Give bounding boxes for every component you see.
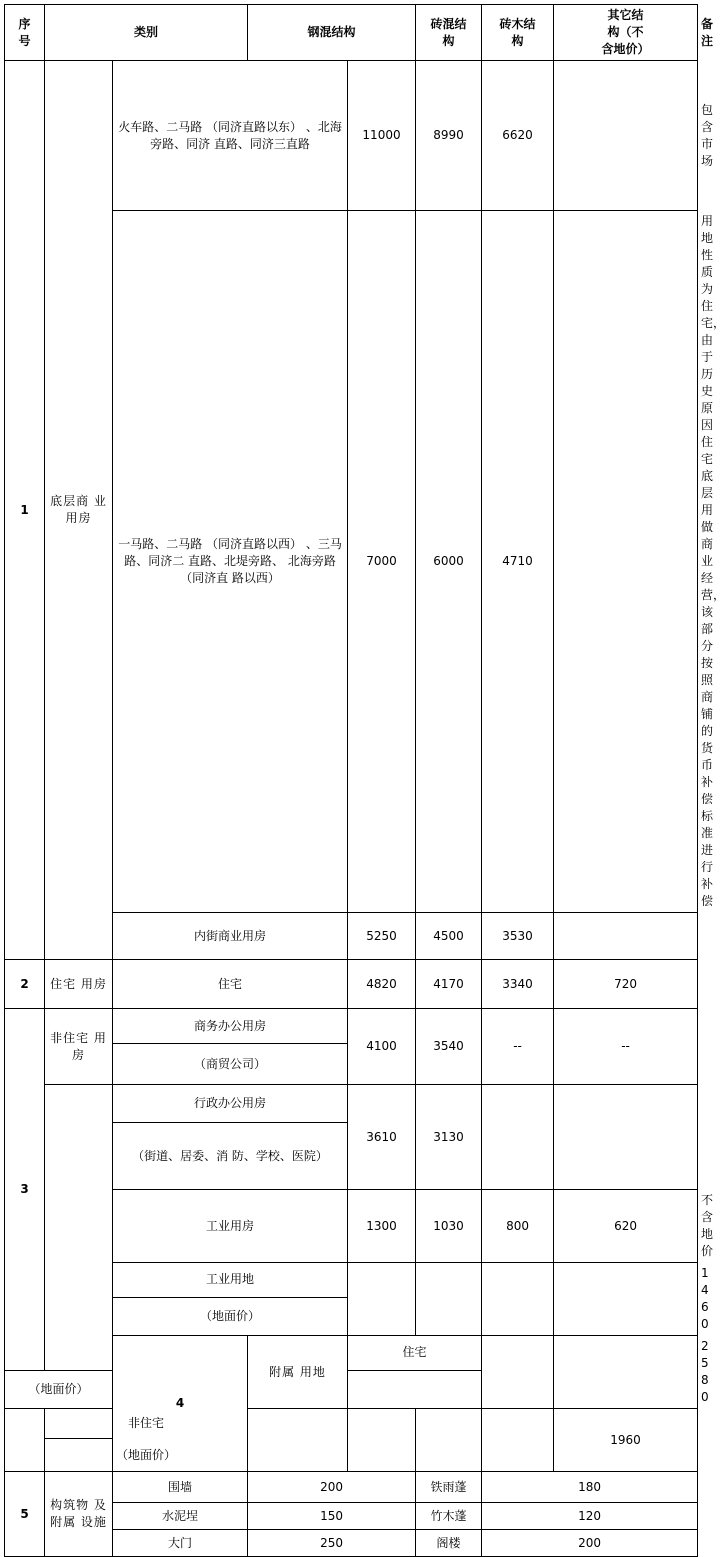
row-index: 1	[5, 61, 45, 960]
header-brick-concrete: 砖混结 构	[416, 5, 482, 61]
header-category: 类别	[45, 5, 248, 61]
cell-brick-wood: 4710	[482, 211, 554, 913]
cell-brick-concrete: 6000	[416, 211, 482, 913]
cell-brick-concrete: 4500	[416, 913, 482, 960]
cell-steel-concrete	[248, 1409, 348, 1472]
row-item-name: 火车路、二马路 （同济直路以东） 、北海旁路、同济 直路、同济三直路	[113, 61, 348, 211]
table-header-row: 序 号 类别 钢混结构 砖混结 构 砖木结 构 其它结 构（不 含地价） 备注	[5, 5, 698, 61]
cell-other: --	[554, 1009, 698, 1085]
document-page	[0, 4, 725, 1550]
row-index: 4	[113, 1336, 248, 1472]
row-group-label-continued	[5, 1409, 45, 1472]
row-group-label: 底层商 业用房	[45, 61, 113, 960]
row-item-name-secondary: （商贸公司）	[113, 1044, 348, 1085]
row-item-name-a: 水泥埕	[113, 1503, 248, 1530]
cell-value-a: 250	[248, 1530, 416, 1557]
cell-value-b: 180	[482, 1472, 698, 1503]
cell-steel-concrete: 7000	[348, 211, 416, 913]
row-group-label: 构筑物 及附属 设施	[45, 1472, 113, 1557]
row-item-name-b: 竹木蓬	[416, 1503, 482, 1530]
cell-brick-wood	[416, 1409, 482, 1472]
cell-remark: 1960	[554, 1409, 698, 1472]
table-row: 一马路、二马路 （同济直路以西） 、三马路、同济二 直路、北堤旁路、 北海旁路（同济直 路以西） 7000 6000 4710 用地性质为 住宅，由于 历史原因住 宅底层用做 商业经营， 该部分按照 商铺的货币 补偿标准进 行补偿	[5, 211, 698, 913]
row-item-name: 住宅	[348, 1336, 482, 1371]
header-other: 其它结 构（不 含地价）	[554, 5, 698, 61]
table-row	[5, 1472, 698, 1503]
row-group-label: 非住宅 用房	[45, 1009, 113, 1085]
header-brick-wood: 砖木结 构	[482, 5, 554, 61]
cell-value-b: 200	[482, 1530, 698, 1557]
cell-brick-concrete: 4170	[416, 960, 482, 1009]
cell-steel-concrete: 11000	[348, 61, 416, 211]
cell-brick-concrete	[416, 1263, 482, 1336]
row-item-name: 工业用地	[113, 1263, 348, 1298]
compensation-standards-table	[4, 4, 725, 1557]
cell-other	[554, 1263, 698, 1336]
row-item-name-secondary: （地面价）	[113, 1297, 348, 1335]
row-item-name-secondary: （街道、居委、消 防、学校、医院）	[113, 1123, 348, 1190]
row-item-name-secondary: （地面价）	[5, 1370, 113, 1408]
table-row: 4 附属 用地 住宅 2580	[5, 1336, 698, 1371]
cell-steel-concrete: 4100	[348, 1009, 416, 1085]
cell-brick-concrete: 3540	[416, 1009, 482, 1085]
cell-other	[482, 1409, 554, 1472]
cell-brick-wood: 3530	[482, 913, 554, 960]
cell-brick-wood: 6620	[482, 61, 554, 211]
cell-steel-concrete: 1300	[348, 1190, 416, 1263]
row-item-name-secondary: （地面价）	[45, 1439, 248, 1472]
cell-brick-wood	[482, 1085, 554, 1190]
cell-other: 720	[554, 960, 698, 1009]
cell-brick-wood: 800	[482, 1190, 554, 1263]
cell-brick-wood	[482, 1263, 554, 1336]
row-item-name: 一马路、二马路 （同济直路以西） 、三马路、同济二 直路、北堤旁路、 北海旁路（同济直 路以西）	[113, 211, 348, 913]
cell-other	[554, 1085, 698, 1190]
cell-brick-wood: --	[482, 1009, 554, 1085]
row-item-name: 住宅	[113, 960, 348, 1009]
row-item-name-a: 围墙	[113, 1472, 248, 1503]
cell-brick-concrete: 3130	[416, 1085, 482, 1190]
cell-steel-concrete: 5250	[348, 913, 416, 960]
row-index: 2	[5, 960, 45, 1009]
cell-other	[554, 211, 698, 913]
row-group-label-continued	[45, 1085, 113, 1371]
cell-steel-concrete	[482, 1336, 554, 1409]
cell-steel-concrete: 3610	[348, 1085, 416, 1190]
row-item-name: 内街商业用房	[113, 913, 348, 960]
table-row: 工业用房 1300 1030 800 620 不含 地价	[5, 1190, 698, 1263]
cell-steel-concrete	[348, 1263, 416, 1336]
cell-steel-concrete: 4820	[348, 960, 416, 1009]
table-row: 1 底层商 业用房 火车路、二马路 （同济直路以东） 、北海旁路、同济 直路、同济三直路 11000 8990 6620 包含 市场	[5, 61, 698, 211]
row-item-name: 工业用房	[113, 1190, 348, 1263]
cell-brick-concrete: 8990	[416, 61, 482, 211]
row-item-name: 非住宅	[45, 1409, 248, 1439]
cell-value-b: 120	[482, 1503, 698, 1530]
header-steel-concrete: 钢混结构	[248, 5, 416, 61]
table-row	[5, 1409, 698, 1439]
row-index: 5	[5, 1472, 45, 1557]
cell-other: 620	[554, 1190, 698, 1263]
cell-brick-concrete	[554, 1336, 698, 1409]
table-row: 工业用地 1460	[5, 1263, 698, 1298]
row-item-name: 商务办公用房	[113, 1009, 348, 1044]
row-index: 3	[5, 1009, 45, 1371]
cell-brick-concrete: 1030	[416, 1190, 482, 1263]
header-index: 序 号	[5, 5, 45, 61]
cell-brick-wood: 3340	[482, 960, 554, 1009]
cell-other	[554, 913, 698, 960]
cell-value-a: 150	[248, 1503, 416, 1530]
table-row	[5, 1009, 698, 1044]
cell-value-a: 200	[248, 1472, 416, 1503]
row-item-name-b: 阁楼	[416, 1530, 482, 1557]
cell-brick-concrete	[348, 1409, 416, 1472]
row-group-label: 住宅 用房	[45, 960, 113, 1009]
row-item-name-b: 铁雨蓬	[416, 1472, 482, 1503]
row-item-name-a: 大门	[113, 1530, 248, 1557]
row-item-name: 行政办公用房	[113, 1085, 348, 1123]
cell-other	[554, 61, 698, 211]
row-group-label: 附属 用地	[248, 1336, 348, 1409]
table-row	[5, 1085, 698, 1123]
table-row	[5, 960, 698, 1009]
